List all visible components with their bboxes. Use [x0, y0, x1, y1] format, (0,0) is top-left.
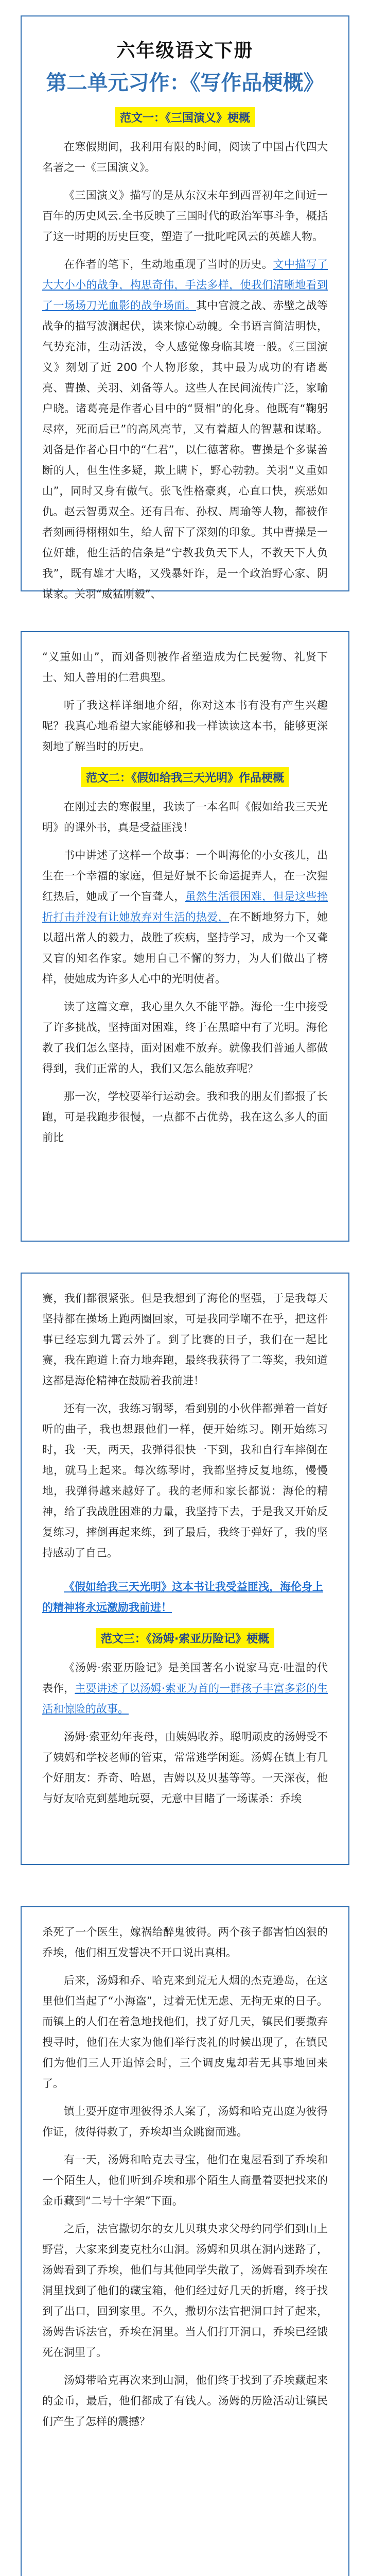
section-label-1: 范文一：《三国演义》梗概 — [115, 107, 255, 127]
section-label-2: 范文二：《假如给我三天光明》作品梗概 — [81, 767, 289, 787]
document-page-3 — [21, 1273, 349, 1865]
paragraph: 还有一次，我练习钢琴，看到别的小伙伴都弹着一首好听的曲子，我也想跟他们一样，便开始练习。刚开始练习时，我一天，两天，我弹得很快一下到，我和自行车摔倒在地，就马上起来。每次练琴时，我都坚持反复地练，慢慢地，我弹得越来越好了。我的老师和家长都说：海伦的精神，给了我战胜困难的力量，我坚持下去，于是我又开始反复练习，摔倒再起来练，到了最后，我终于弹好了，我的坚持感动了自己。 — [42, 1402, 328, 1559]
text-span: 书中讲述了这样一个故事：一个叫海伦的小女孩儿，出生在一个幸福的家庭，但是好景不长命运捉弄人，在一次猩红热后，她成了一个盲聋人， — [42, 849, 328, 903]
paragraph — [42, 1657, 328, 1719]
document-page-1 — [21, 15, 349, 600]
paragraph: 汤姆·索亚幼年丧母，由姨妈收养。聪明顽皮的汤姆受不了姨妈和学校老师的管束，常常逃学闲逛。汤姆在镇上有几个好朋友：乔奇、哈恩，吉姆以及贝基等等。一天深夜，他与好友哈克到墓地玩耍，无意中目睹了一场谋杀：乔埃 — [42, 1731, 328, 1805]
paragraph: 汤姆带哈克再次来到山洞，他们终于找到了乔埃藏起来的金币，最后，他们都成了有钱人。汤姆的历险活动让镇民们产生了怎样的震撼？ — [42, 2374, 328, 2428]
paragraph: 在刚过去的寒假里，我读了一本名叫《假如给我三天光明》的课外书，真是受益匪浅！ — [42, 801, 328, 834]
paragraph: 读了这篇文章，我心里久久不能平静。海伦一生中接受了许多挑战，坚持面对困难，终于在黑暗中有了光明。海伦教了我们怎么坚持，面对困难不放弃。就像我们普通人都做得到，我们正常的人，我们又怎么能放弃呢？ — [42, 1001, 328, 1075]
paragraph: 听了我这样详细地介绍，你对这本书有没有产生兴趣呢？我真心地希望大家能够和我一样读读这本书，能够更深刻地了解当时的历史。 — [42, 699, 328, 753]
paragraph-continuation: “义重如山”，而刘备则被作者塑造成为仁民爱物、礼贤下士、知人善用的仁君典型。 — [42, 651, 328, 684]
paragraph — [42, 845, 328, 989]
paragraph: 《三国演义》描写的是从东汉末年到西晋初年之间近一百年的历史风云.全书反映了三国时代的政治军事斗争，概括了这一时期的历史巨变，塑造了一批叱咤风云的英雄人物。 — [42, 189, 328, 243]
document-page-4 — [21, 1906, 349, 2576]
text-span: 在作者的笔下，生动地重现了当时的历史。 — [64, 258, 273, 270]
highlighted-sentence: 虽然生活很困难，但是这些挫折打击并没有让她放弃对生活的热爱， — [42, 890, 328, 923]
highlighted-conclusion: 《假如给我三天光明》这本书让我受益匪浅，海伦身上的精神将永远激励我前进！ — [42, 1581, 323, 1614]
paragraph-continuation: 杀死了一个医生，嫁祸给醉鬼彼得。两个孩子都害怕凶狠的乔埃，他们相互发誓决不开口说出真相。 — [42, 1926, 328, 1959]
highlighted-sentence: 文中描写了大大小小的战争，构思奇伟，手法多样，使我们清晰地看到了一场场刀光血影的战争场面。 — [42, 258, 328, 312]
paragraph: 之后，法官撒切尔的女儿贝琪央求父母约同学们到山上野营，大家来到麦克杜尔山洞。汤姆和贝琪在洞内迷路了，汤姆看到了乔埃，他们与其他同学失散了，汤姆看到乔埃在洞里找到了他们的藏宝箱，他们经过好几天的折磨，终于找到了出口，回到家里。不久，撒切尔法官把洞口封了起来，汤姆告诉法官，乔埃在洞里。当人们打开洞口，乔埃已经饿死在洞里了。 — [42, 2223, 328, 2359]
paragraph: 有一天，汤姆和哈克去寻宝，他们在鬼屋看到了乔埃和一个陌生人，他们听到乔埃和那个陌生人商量着要把找来的金币藏到“二号十字架”下面。 — [42, 2154, 328, 2207]
unit-title: 第二单元习作：《写作品梗概》 — [46, 71, 324, 95]
paragraph: 后来，汤姆和乔、哈克来到荒无人烟的杰克逊岛，在这里他们当起了“小海盗”，过着无忧无虑、无拘无束的日子。而镇上的人们在着急地找他们，找了好几天，镇民们要撒弃搜寻时，他们在大家为他们举行丧礼的时候出现了，在镇民们为他们三人开追悼会时，三个调皮鬼却若无其事地回来了。 — [42, 1974, 328, 2090]
paragraph — [42, 254, 328, 604]
paragraph: 那一次，学校要举行运动会。我和我的朋友们都报了长跑，可是我跑步很慢，一点都不占优势，我在这么多人的面前比 — [42, 1090, 328, 1144]
paragraph: 在寒假期间，我利用有限的时间，阅读了中国古代四大名著之一《三国演义》。 — [42, 141, 328, 174]
text-span: 其中官渡之战、赤壁之战等战争的描写波澜起伏，读来惊心动魄。全书语言简洁明快，气势充沛，生动活泼，令人感觉像身临其境一般。《三国演义》刻划了近 200 个人物形象，其中最为成功的有诸葛亮、曹操、关羽、刘备等人。这些人在民间流传广泛，家喻户晓。诸葛亮是作者心目中的“贤相”的化身。他既有“鞠躬尽瘁，死而后已”的高风亮节，又有着超人的智慧和谋略。刘备是作者心目中的“仁君”，以仁德著称。曹操是个多谋善断的人，但生性多疑，欺上瞒下，野心勃勃。关羽“义重如山”，同时又身有傲气。张飞性格豪爽，心直口快，疾恶如仇。赵云智勇双全。还有吕布、孙权、周瑜等人物，都被作者刻画得栩栩如生，给人留下了深刻的印象。其中曹操是一位奸雄，他生活的信条是“宁教我负天下人，不教天下人负我”，既有雄才大略，又残暴奸诈，是一个政治野心家、阴谋家。关羽“威猛刚毅”、 — [42, 299, 328, 600]
text-span: 在不断地努力下，她以超出常人的毅力，战胜了疾病，坚持学习，成为一个又聋又盲的知名作家。她用自己不懈的努力，为人们做出了榜样，使她成为许多人心中的光明使者。 — [42, 911, 328, 985]
paragraph: 镇上要开庭审理彼得杀人案了，汤姆和哈克出庭为彼得作证，彼得得救了，乔埃却当众跳窗而逃。 — [42, 2105, 328, 2138]
paragraph-continuation: 赛，我们都很紧张。但是我想到了海伦的坚强，于是我每天坚持都在操场上跑两圈回家，可是我同学嘲不在乎，把这件事已经忘到九霄云外了。到了比赛的日子，我们在一起比赛，我在跑道上奋力地奔跑，最终我获得了二等奖，我知道这都是海伦精神在鼓励着我前进！ — [42, 1292, 328, 1387]
highlighted-sentence: 主要讲述了以汤姆·索亚为首的一群孩子丰富多彩的生活和惊险的故事。 — [42, 1682, 328, 1715]
text-span: 《汤姆·索亚历险记》是美国著名小说家马克·吐温的代表作， — [42, 1662, 328, 1694]
section-label-3: 范文三：《汤姆·索亚历险记》梗概 — [96, 1628, 274, 1648]
document-page-2 — [21, 631, 349, 1242]
document-title: 六年级语文下册 — [116, 40, 254, 61]
